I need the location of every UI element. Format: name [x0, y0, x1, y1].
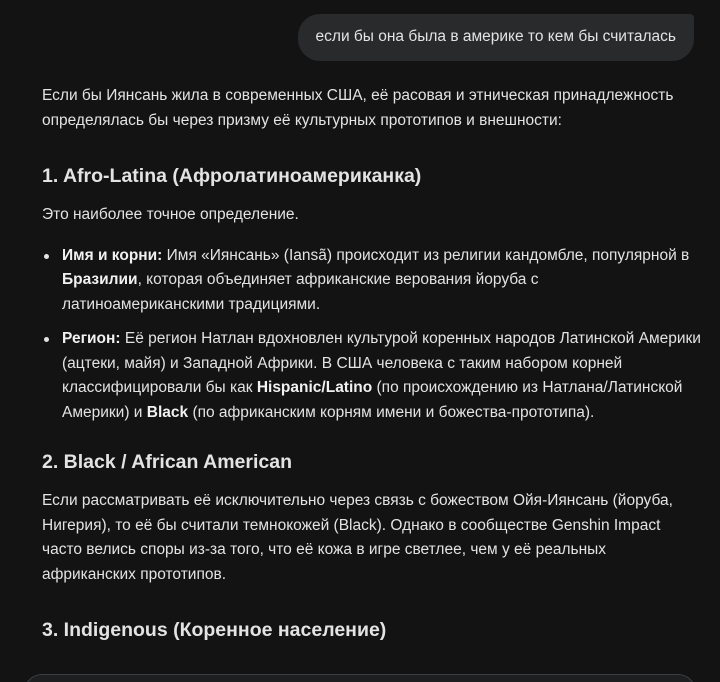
- assistant-response: [42, 84, 702, 643]
- response-intro: Если бы Иянсань жила в современных США, её расовая и этническая принадлежность определялась бы через призму её культурных прототипов и внешности:: [42, 87, 674, 129]
- bullet-text: (по происхождению из Натлана/Латинской Америки) и: [62, 379, 683, 421]
- section2-text: Если рассматривать её исключительно через связь с божеством Ойя-Иянсань (йоруба, Нигерия), то её бы считали темнокожей (Black). Однако в сообществе Genshin Impact часто велись споры из-за того, что её кожа в игре светлее, чем у её реальных африканских прототипов.: [42, 492, 673, 583]
- section-heading-indigenous: 3. Indigenous (Коренное население): [42, 619, 387, 641]
- section-heading-black-african-american: 2. Black / African American: [42, 451, 292, 473]
- bold-black: Black: [146, 403, 189, 421]
- user-message-bubble: если бы она была в америке то кем бы считалась: [298, 14, 694, 61]
- bold-hispanic-latino: Hispanic/Latino: [256, 379, 373, 396]
- chat-input-box[interactable]: [24, 674, 696, 682]
- section1-bullet-list: [42, 244, 702, 426]
- bullet-text: Её регион Натлан вдохновлен культурой коренных народов Латинской Америки (ацтеки, майя) и Западной Африки. В США человека с таким набором корней классифицировали бы как: [62, 330, 701, 396]
- bullet-dot-icon: [44, 254, 49, 259]
- bullet-name-and-roots: [42, 244, 702, 318]
- bullet-text: (по африканским корням имени и божества-прототипа).: [188, 403, 595, 421]
- section1-definition: Это наиболее точное определение.: [42, 206, 299, 223]
- section-heading-afro-latina: 1. Afro-Latina (Афролатиноамериканка): [42, 165, 422, 187]
- bullet-region: [42, 327, 702, 425]
- user-message-row: [298, 14, 694, 61]
- bullet-label-region: Регион:: [62, 330, 121, 347]
- bold-brazil: Бразилии: [62, 271, 138, 288]
- bullet-label-name-roots: Имя и корни:: [62, 246, 163, 264]
- bullet-text: Имя «Иянсань» (Iansã) происходит из религии кандомбле, популярной в: [162, 246, 690, 264]
- bullet-dot-icon: [44, 337, 49, 342]
- bullet-text: , которая объединяет африканские верования йоруба с латиноамериканскими традициями.: [62, 271, 539, 313]
